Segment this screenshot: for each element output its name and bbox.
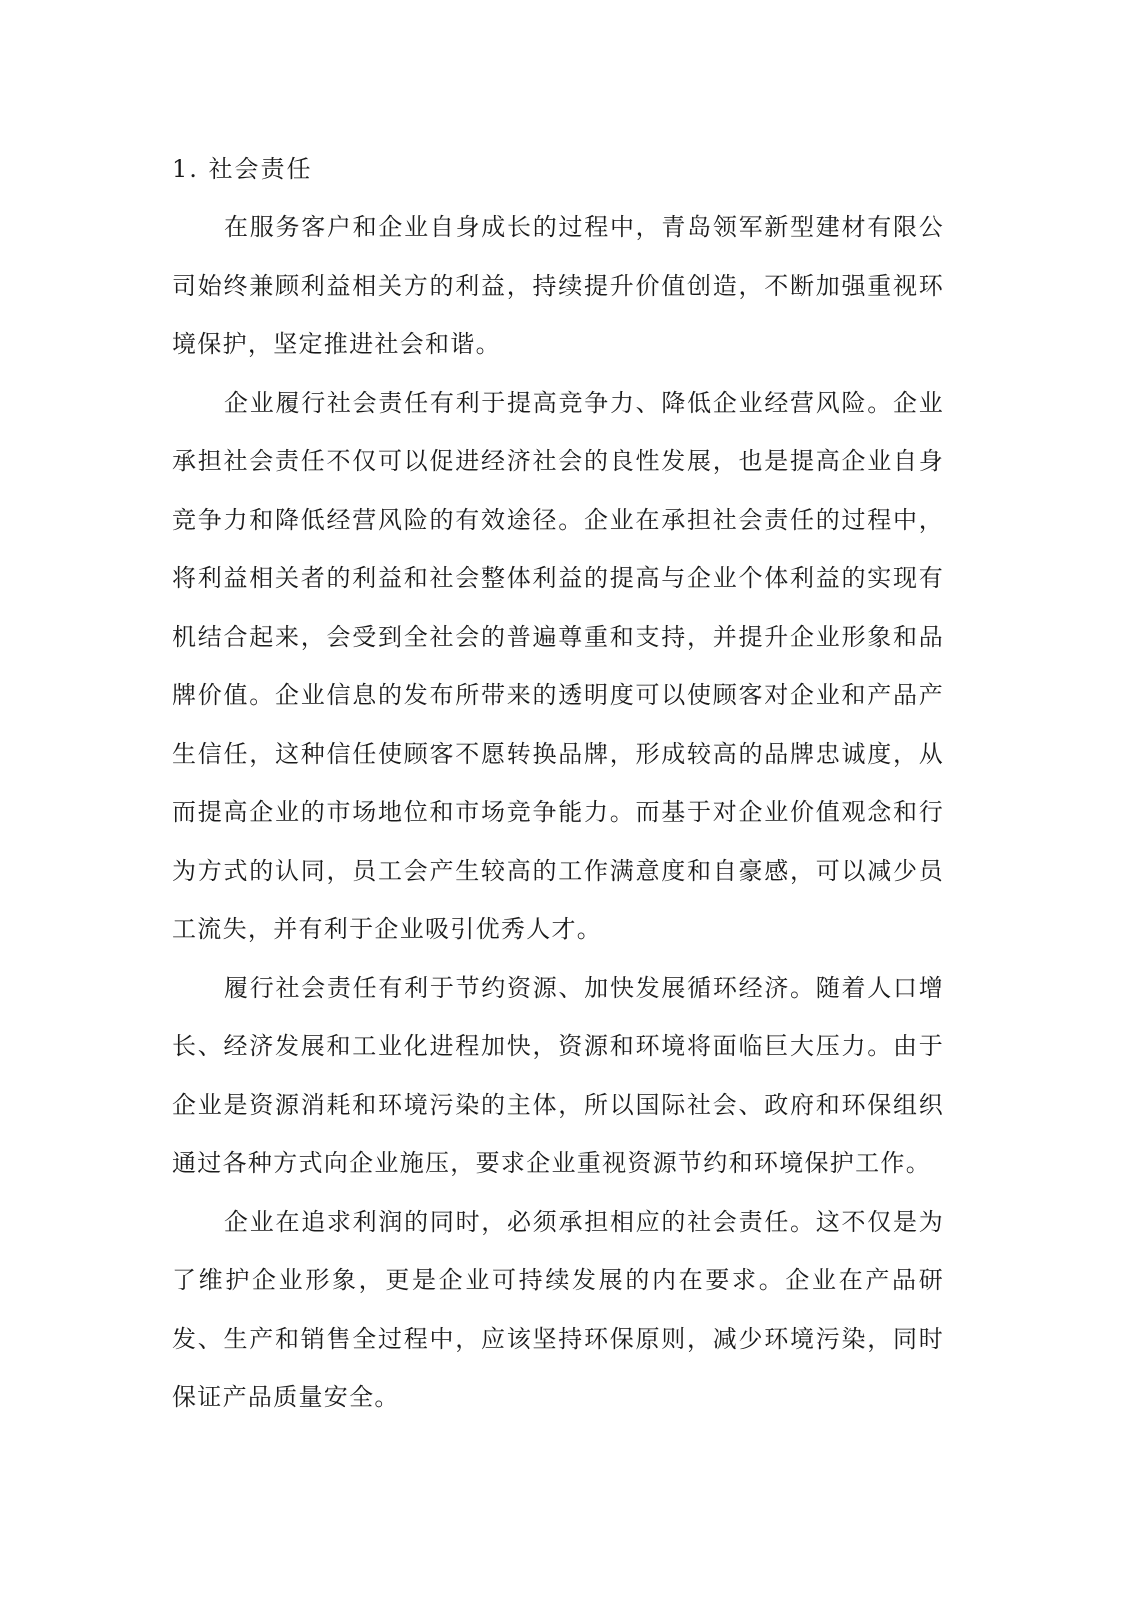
paragraph-competitiveness: 企业履行社会责任有利于提高竞争力、降低企业经营风险。企业承担社会责任不仅可以促进经济社会的良性发展，也是提高企业自身竞争力和降低经营风险的有效途径。企业在承担社会责任的过程中，将利益相关者的利益和社会整体利益的提高与企业个体利益的实现有机结合起来，会受到全社会的普遍尊重和支持，并提升企业形象和品牌价值。企业信息的发布所带来的透明度可以使顾客对企业和产品产生信任，这种信任使顾客不愿转换品牌，形成较高的品牌忠诚度，从而提高企业的市场地位和市场竞争能力。而基于对企业价值观念和行为方式的认同，员工会产生较高的工作满意度和自豪感，可以减少员工流失，并有利于企业吸引优秀人才。	[172, 388, 944, 943]
section-heading: 1. 社会责任	[172, 155, 313, 183]
paragraph-profit-responsibility: 企业在追求利润的同时，必须承担相应的社会责任。这不仅是为了维护企业形象，更是企业可持续发展的内在要求。企业在产品研发、生产和销售全过程中，应该坚持环保原则，减少环境污染，同时保证产品质量安全。	[172, 1207, 944, 1411]
paragraph-intro: 在服务客户和企业自身成长的过程中，青岛领军新型建材有限公司始终兼顾利益相关方的利益，持续提升价值创造，不断加强重视环境保护，坚定推进社会和谐。	[172, 213, 944, 358]
document-body	[172, 140, 944, 1427]
paragraph-resources: 履行社会责任有利于节约资源、加快发展循环经济。随着人口增长、经济发展和工业化进程加快，资源和环境将面临巨大压力。由于企业是资源消耗和环境污染的主体，所以国际社会、政府和环保组织通过各种方式向企业施压，要求企业重视资源节约和环境保护工作。	[172, 973, 944, 1177]
